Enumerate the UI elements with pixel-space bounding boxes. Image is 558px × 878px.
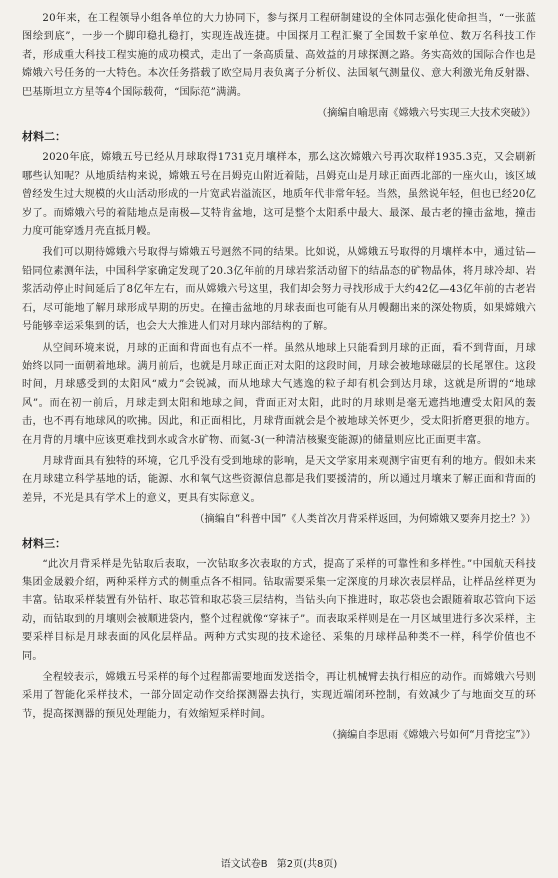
material-two-paragraph-3: 从空间环境来说，月球的正面和背面也有点不一样。虽然从地球上只能看到月球的正面，看不到背面，月球始终以同一面朝着地球。满月前后，也就是月球正面正对太阳的这段时间，月球会被地球磁层的长尾罩住。这段时间，月球感受到的太阳风“威力”会锐减，而从地球大气逃逸的粒子却有机会到达月球，这就是所谓的“地球风”。而在初一前后，月球走到太阳和地球之间，背面正对太阳，此时的月球则是毫无遮挡地遭受太阳风的轰击，也不再有地球风的吹拂。因此，和正面相比，月球背面就会是个被地球关怀更少，受太阳折磨更狠的地方。在月背的月壤中应该更难找到水或含水矿物、而氦-3(一种清洁核聚变能源)的储量则应比正面更丰富。 [22,342,536,446]
material-three-heading: 材料三： [22,536,66,550]
material-one-section [22,10,536,123]
footer-subject: 语文试卷B [220,859,268,870]
material-one-source: （摘编自喻思南《嫦娥六号实现三大技术突破》） [316,108,536,120]
page-footer [0,855,558,870]
material-two-paragraph-1: 2020年底，嫦娥五号已经从月球取得1731克月壤样本，那么这次嫦娥六号再次取样1935.3克，又会刷新哪些认知呢？从地质结构来说，嫦娥五号在吕姆克山附近着陆，吕姆克山是月球正面西北部的一座火山，该区域曾经发生过大规模的火山活动形成的一片宽武岩溢流区，地质年代非常年轻。当然，虽然说年轻，但也已经20亿岁了。而嫦娥六号的着陆地点是南极—艾特肯盆地，这可是整个太阳系中最大、最深、最古老的撞击盆地，撞击力度可能穿透月壳直抵月幔。 [22,152,536,238]
material-two-paragraph-2: 我们可以期待嫦娥六号取得与嫦娥五号迥然不同的结果。比如说，从嫦娥五号取得的月壤样本中，通过钻—铅同位素测年法，中国科学家确定发现了20.3亿年前的月球岩浆活动留下的结晶态的矿物晶体，将月球冷却、岩浆活动停止时间延后了8亿年左右，而从嫦娥六号这里，我们却会努力寻找形成于大约42亿—43亿年前的古老岩石，尽可能地了解月球形成早期的历史。在撞击盆地的月球表面也可能有从月幔翻出来的深处物质，如果嫦娥六号能够幸运采集到的话，也会大大推进人们对月球内部结构的了解。 [22,247,536,333]
material-three-section [22,534,536,746]
material-three-source: （摘编自李思雨《嫦娥六号如何“月背挖宝”》） [326,730,536,742]
material-two-heading: 材料二： [22,130,66,144]
material-two-source: （摘编自“科普中国”《人类首次月背采样返回，为何嫦娥又要奔月挖土？》） [194,514,536,526]
footer-page-number: 第2页(共8页) [276,859,338,870]
material-three-paragraph-2: 全程较表示，嫦娥五号采样的每个过程都需要地面发送指令，再让机械臂去执行相应的动作。而嫦娥六号则采用了智能化采样技术，一部分固定动作交给探测器去执行，实现近端闭环控制，有效减少了与地面交互的环节，提高探测器的预见处理能力，有效缩短采样时间。 [22,672,536,720]
material-two-paragraph-4: 月球背面具有独特的环境，它几乎没有受到地球的影响，是天文学家用来观测宇宙更有利的地方。假如未来在月球建立科学基地的话，能源、水和氧气这些资源信息都是我们要援清的，所以通过月壤来了解正面和背面的差异，不光是具有学术上的意义，更具有实际意义。 [22,455,536,504]
material-three-paragraph-1: “此次月背采样是先钻取后表取，一次钻取多次表取的方式，提高了采样的可靠性和多样性。”中国航天科技集团金晟毅介绍，两种采样方式的侧重点各不相同。钻取需要采集一定深度的月球次表层样品，让样品丝样更为丰富。钻取采样装置有外钻杆、取芯管和取芯袋三层结构，当钻头向下推进时，取芯袋也会跟随着取芯管向下运动，而钻取到的月壤则会被顺进袋内，整个过程就像“穿袜子”。而表取采样则是在一月区域里进行多次采样，主要采样目标是月球表面的风化层样品。两种方式实现的技术途径、采集的月球样品种类不一样，科学价值也不同。 [22,558,536,662]
material-two-section [22,127,536,529]
material-one-paragraph: 20年来，在工程领导小组各单位的大力协同下，参与探月工程研制建设的全体同志强化使命担当，“一张蓝图绘到底”，一步一个脚印稳扎稳打，实现连战连捷。中国探月工程汇聚了全国数千家单位、数万名科技工作者，形成重大科技工程实施的成功模式，走出了一条高质量、高效益的月球探测之路。务实高效的国际合作也是嫦娥六号任务的一大特色。本次任务搭载了欧空局月表负离子分析仪、法国氡气测量仪、意大利激光角反射器、巴基斯坦立方星等4个国际载荷，“国际范”满满。 [22,13,536,98]
